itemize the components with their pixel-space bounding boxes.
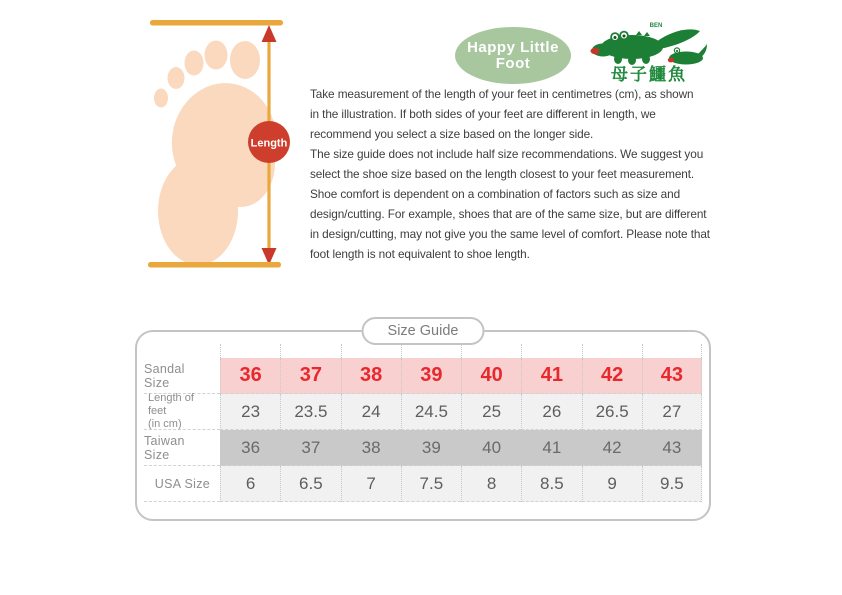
size-value-cell: 38 [341, 358, 401, 394]
measurement-instructions [310, 84, 740, 264]
size-value-cell: 43 [642, 430, 702, 466]
table-spacer-cell [341, 344, 401, 358]
row-label-text: USA Size [154, 476, 210, 491]
row-label-text: Length of feet [148, 392, 194, 417]
instruction-line: select the shoe size based on the length closest to your feet measurement. [310, 167, 695, 181]
size-value-cell: 24 [341, 394, 401, 430]
instruction-line: in design/cutting, may not give you the same level of comfort. Please note that [310, 227, 710, 241]
size-value-cell: 23 [220, 394, 280, 430]
size-value-cell: 8 [461, 466, 521, 502]
table-spacer-cell [642, 344, 702, 358]
size-value-cell: 6.5 [280, 466, 340, 502]
table-spacer-cell [220, 344, 280, 358]
crocodile-brand-small: BEN [649, 23, 663, 29]
size-guide-panel [135, 323, 711, 521]
instruction-line: foot length is not equivalent to shoe length. [310, 247, 530, 261]
happy-little-foot-line1: Happy Little [467, 38, 559, 56]
row-label-usa-size [144, 466, 220, 502]
size-value-cell: 38 [341, 430, 401, 466]
size-value-cell: 26.5 [582, 394, 642, 430]
row-label-text: Taiwan Size [144, 433, 185, 462]
size-guide-title: Size Guide [362, 317, 485, 345]
row-label-subtext: (in cm) [148, 418, 182, 430]
length-badge [248, 121, 290, 163]
size-value-cell: 43 [642, 358, 702, 394]
size-value-cell: 42 [582, 358, 642, 394]
size-value-cell: 9.5 [642, 466, 702, 502]
instruction-line: Shoe comfort is dependent on a combination of factors such as size and [310, 187, 681, 201]
size-value-cell: 26 [521, 394, 581, 430]
size-value-cell: 41 [521, 430, 581, 466]
length-badge-label: Length [250, 137, 288, 150]
size-value-cell: 39 [401, 430, 461, 466]
row-label-taiwan-size [144, 430, 220, 466]
measure-bar-bottom [148, 262, 281, 268]
size-value-cell: 25 [461, 394, 521, 430]
crocodile-chinese-name: 母子鱷魚 [611, 65, 687, 84]
instruction-line: Take measurement of the length of your feet in centimetres (cm), as shown [310, 87, 694, 101]
table-spacer-cell [280, 344, 340, 358]
size-value-cell: 37 [280, 358, 340, 394]
table-spacer-cell [401, 344, 461, 358]
size-value-cell: 36 [220, 358, 280, 394]
table-spacer-cell [582, 344, 642, 358]
size-value-cell: 41 [521, 358, 581, 394]
size-value-cell: 42 [582, 430, 642, 466]
size-value-cell: 8.5 [521, 466, 581, 502]
table-spacer-cell [461, 344, 521, 358]
size-value-cell: 37 [280, 430, 340, 466]
table-spacer-cell [521, 344, 581, 358]
foot-measurement-diagram [146, 12, 296, 276]
size-value-cell: 24.5 [401, 394, 461, 430]
measure-bar-top [150, 20, 283, 26]
row-label-sandal-size [144, 358, 220, 394]
instruction-line: design/cutting. For example, shoes that are of the same size, but are different [310, 207, 707, 221]
table-spacer-cell [144, 344, 220, 358]
row-label-length-of-feet [144, 394, 220, 430]
row-label-text: Sandal Size [144, 361, 185, 390]
instruction-line: The size guide does not include half size recommendations. We suggest you [310, 147, 704, 161]
crocodile-brand-logo [590, 20, 708, 88]
size-value-cell: 6 [220, 466, 280, 502]
size-value-cell: 40 [461, 430, 521, 466]
instruction-line: in the illustration. If both sides of your feet are different in length, we [310, 107, 656, 121]
size-value-cell: 40 [461, 358, 521, 394]
size-value-cell: 23.5 [280, 394, 340, 430]
happy-little-foot-logo [455, 27, 571, 84]
size-value-cell: 7.5 [401, 466, 461, 502]
size-guide-table [144, 344, 702, 502]
instruction-line: recommend you select a size based on the longer side. [310, 127, 594, 141]
happy-little-foot-line2: Foot [495, 54, 531, 72]
size-value-cell: 7 [341, 466, 401, 502]
size-value-cell: 39 [401, 358, 461, 394]
size-value-cell: 36 [220, 430, 280, 466]
size-value-cell: 9 [582, 466, 642, 502]
size-value-cell: 27 [642, 394, 702, 430]
